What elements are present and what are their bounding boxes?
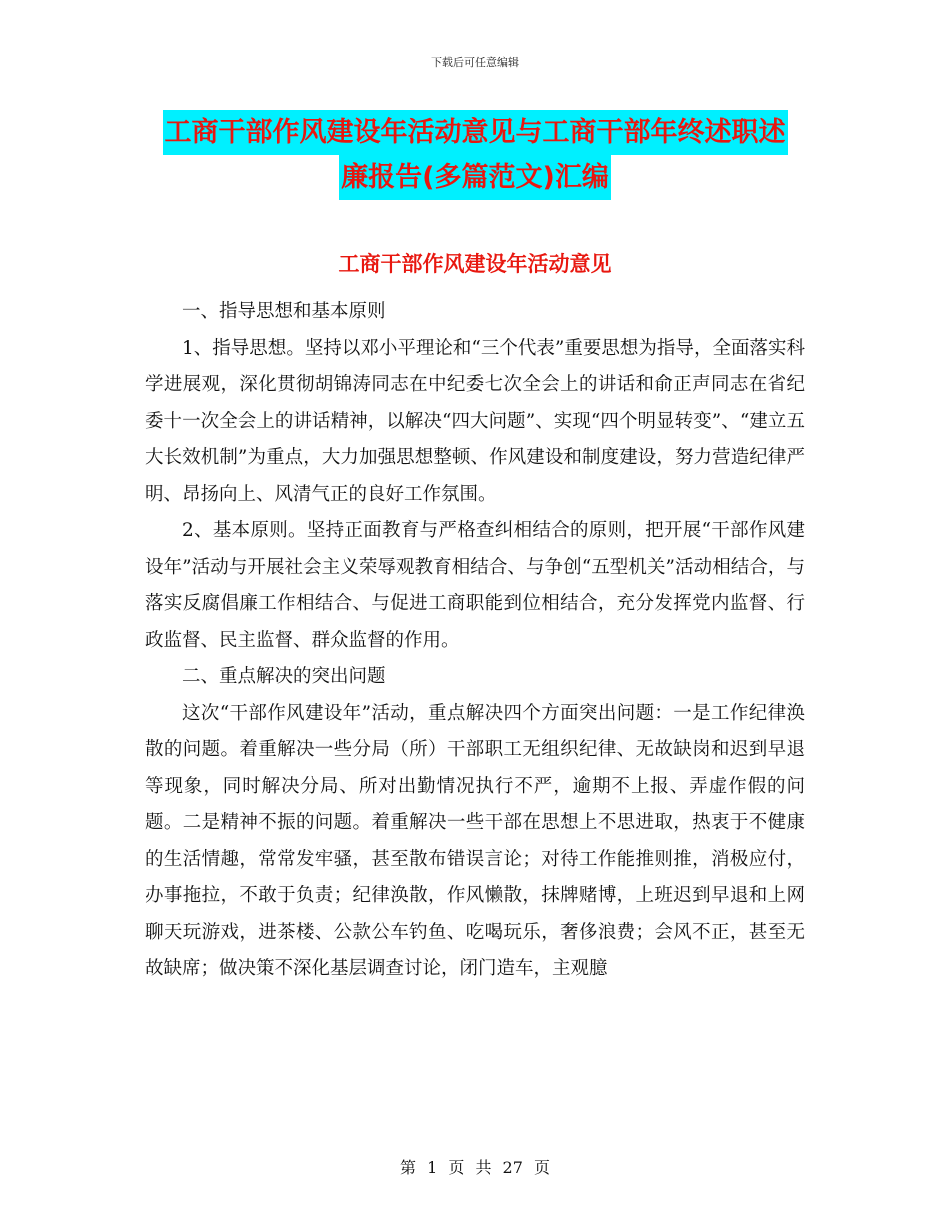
document-title-line-2: 廉报告(多篇范文)汇编 [339,155,611,200]
paragraph-key-problems: 这次“干部作风建设年”活动，重点解决四个方面突出问题：一是工作纪律涣散的问题。着重解决一些分局（所）干部职工无组织纪律、无故缺岗和迟到早退等现象，同时解决分局、所对出勤情况执行不严，逾期不上报、弄虚作假的问题。二是精神不振的问题。着重解决一些干部在思想上不思进取，热衷于不健康的生活情趣，常常发牢骚，甚至散布错误言论；对待工作能推则推，消极应付，办事拖拉，不敢于负责；纪律涣散，作风懒散，抹牌赌博，上班迟到早退和上网聊天玩游戏，进茶楼、公款公车钓鱼、吃喝玩乐，奢侈浪费；会风不正，甚至无故缺席；做决策不深化基层调查讨论，闭门造车，主观臆 [145,702,805,979]
header-note: 下载后可任意编辑 [431,56,519,69]
heading-key-problems: 二、重点解决的突出问题 [182,666,386,687]
page-number: 第 1 页 共 27 页 [400,1158,550,1177]
heading-guiding-principles: 一、指导思想和基本原则 [182,301,386,322]
paragraph-guiding-thought: 1、指导思想。坚持以邓小平理论和“三个代表”重要思想为指导，全面落实科学进展观，深化贯彻胡锦涛同志在中纪委七次全会上的讲话和俞正声同志在省纪委十一次全会上的讲话精神，以解决“四大问题”、实现“四个明显转变”、“建立五大长效机制”为重点，大力加强思想整顿、作风建设和制度建设，努力营造纪律严明、昂扬向上、风清气正的良好工作氛围。 [145,337,805,505]
body-text [145,294,805,988]
document-title-line-1: 工商干部作风建设年活动意见与工商干部年终述职述 [163,110,788,155]
section-title: 工商干部作风建设年活动意见 [338,252,612,276]
paragraph-basic-principles: 2、基本原则。坚持正面教育与严格查纠相结合的原则，把开展“干部作风建设年”活动与开展社会主义荣辱观教育相结合、与争创“五型机关”活动相结合，与落实反腐倡廉工作相结合、与促进工商职能到位相结合，充分发挥党内监督、行政监督、民主监督、群众监督的作用。 [145,520,805,651]
document-title [0,110,950,200]
